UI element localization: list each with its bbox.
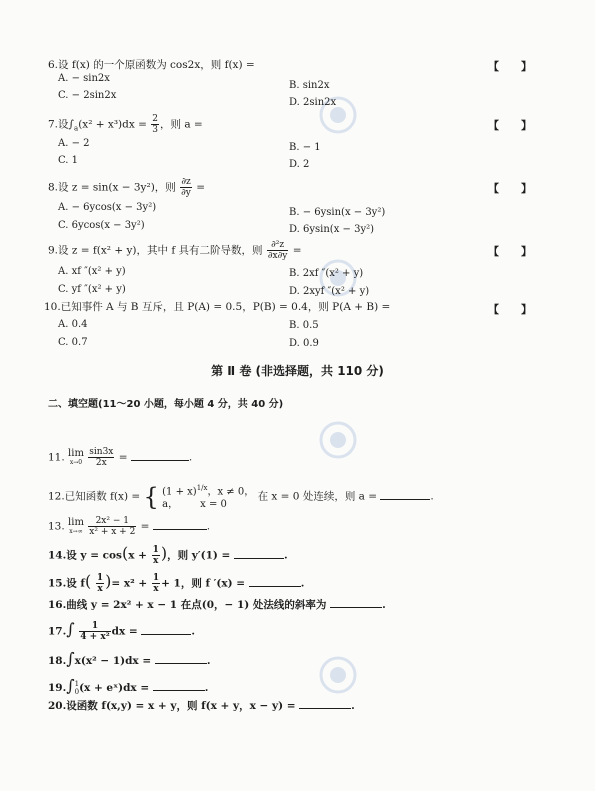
answer-blank[interactable] — [131, 450, 189, 461]
question-stem-end: + 1，则 f ′(x) = — [161, 577, 246, 590]
option-d[interactable]: D. 6ysin(x − 3y²) — [289, 224, 374, 235]
question-number: 8. — [48, 181, 59, 194]
question-17: 17.∫ $\frac{1}{\text{4 + x²}}$ dx = . — [48, 619, 196, 642]
fraction: $\frac{1}{\text{4 + x²}}$ — [80, 621, 110, 642]
option-d[interactable]: D. 2 — [289, 159, 310, 170]
limit: lim x→0 — [68, 447, 84, 466]
question-18: 18.∫x(x² − 1)dx = . — [48, 649, 211, 668]
watermark-seal-icon — [318, 655, 358, 695]
limit: lim x→∞ — [68, 516, 84, 535]
piecewise-cases: $(1 + x)^{1/x}$，x ≠ 0， a， x = 0 — [162, 484, 255, 511]
answer-blank[interactable] — [155, 653, 207, 664]
question-13: 13. lim x→∞ $\frac{\text{2x² − 1}}{\text{x² + x + 2}}$ = . — [48, 516, 211, 537]
question-9: 9.设 z = f(x² + y)，其中 f 具有二阶导数，则 $\frac{\text{∂²z}}{\partial x\partial y}$ = — [48, 240, 302, 261]
partial-derivative-fraction: $\frac{\partial z}{\partial y}$ — [181, 177, 191, 198]
question-12: 12.已知函数 f(x) = { $(1 + x)^{1/x}$，x ≠ 0， a， x = 0 在 x = 0 处连续，则 a = . — [48, 482, 434, 511]
question-number: 12. — [48, 490, 65, 503]
option-a[interactable]: A. − sin2x — [58, 73, 110, 84]
question-10 — [44, 300, 390, 314]
option-d[interactable]: D. 2sin2x — [289, 97, 337, 108]
option-b[interactable]: B. sin2x — [289, 80, 330, 91]
answer-blank[interactable] — [234, 548, 284, 559]
question-stem-end: ，则 a = — [160, 118, 203, 131]
question-stem: 已知函数 f(x) = — [64, 490, 141, 503]
question-7 — [48, 114, 203, 136]
answer-blank[interactable] — [153, 519, 207, 530]
fill-in-heading: 二、填空题(11～20 小题，每小题 4 分，共 40 分) — [48, 399, 284, 410]
fraction: $\frac{1}{x}$ — [96, 573, 104, 594]
question-stem: (x + eˣ)dx = — [79, 682, 150, 694]
question-number: 19. — [48, 682, 67, 694]
answer-blank[interactable] — [249, 576, 301, 587]
answer-bracket[interactable]: 【 】 — [488, 60, 532, 73]
question-14: 14.设 y = cos(x + $\frac{1}{x}$ )，则 y′(1) = . — [48, 543, 288, 566]
answer-bracket[interactable]: 【 】 — [488, 245, 532, 258]
fraction: $\frac{1}{x}$ — [152, 573, 160, 594]
option-c[interactable]: C. yf ″(x² + y) — [58, 284, 126, 295]
option-a[interactable]: A. − 6ycos(x − 3y²) — [58, 202, 157, 213]
answer-blank[interactable] — [330, 597, 382, 608]
option-b[interactable]: B. 0.5 — [289, 320, 319, 331]
question-stem: (x² + x³)dx = — [78, 118, 147, 131]
integral-sign: ∫ — [66, 676, 75, 695]
question-number: 11. — [48, 451, 65, 464]
fraction: $\frac{\sin 3x}{2x}$ — [89, 447, 114, 468]
answer-bracket[interactable]: 【 】 — [488, 119, 532, 132]
question-stem: 设 z = f(x² + y)，其中 f 具有二阶导数，则 — [58, 244, 263, 257]
question-stem: 设函数 f(x,y) = x + y，则 f(x + y，x − y) = — [66, 700, 296, 712]
fraction: $\frac{\text{2x² − 1}}{\text{x² + x + 2}}$ — [89, 516, 136, 537]
answer-blank[interactable] — [299, 698, 351, 709]
option-c[interactable]: C. − 2sin2x — [58, 90, 117, 101]
answer-blank[interactable] — [141, 624, 191, 635]
option-b[interactable]: B. − 6ysin(x − 3y²) — [289, 207, 386, 218]
question-number: 7. — [48, 118, 59, 131]
question-number: 14. — [48, 549, 67, 562]
option-b[interactable]: B. − 1 — [289, 142, 321, 153]
answer-blank[interactable] — [380, 489, 430, 500]
integral-limits: 1 0 — [74, 680, 80, 696]
question-number: 20. — [48, 700, 67, 712]
question-16: 16.曲线 y = 2x² + x − 1 在点(0，− 1) 处法线的斜率为 . — [48, 599, 386, 611]
question-8: 8.设 z = sin(x − 3y²)，则 $\frac{\partial z}{\partial y}$ = — [48, 177, 206, 198]
question-number: 18. — [48, 655, 67, 667]
question-number: 10. — [44, 301, 61, 313]
question-number: 13. — [48, 520, 65, 533]
question-number: 6. — [48, 59, 59, 71]
option-a[interactable]: A. − 2 — [58, 138, 90, 149]
fraction: $\frac{1}{x}$ — [152, 545, 159, 566]
question-number: 15. — [48, 577, 67, 590]
option-d[interactable]: D. 0.9 — [289, 338, 319, 349]
option-c[interactable]: C. 0.7 — [58, 337, 88, 348]
integral-sign: ∫ — [66, 649, 75, 668]
question-number: 16. — [48, 599, 67, 611]
option-a[interactable]: A. xf ″(x² + y) — [58, 266, 126, 277]
question-stem: 设 f(x) 的一个原函数为 cos2x，则 f(x) = — [58, 59, 255, 71]
question-6 — [48, 58, 255, 72]
option-c[interactable]: C. 1 — [58, 155, 79, 166]
option-d[interactable]: D. 2xyf ″(x² + y) — [289, 286, 370, 297]
question-stem: x(x² − 1)dx = — [74, 655, 152, 667]
question-20: 20.设函数 f(x,y) = x + y，则 f(x + y，x − y) = . — [48, 700, 355, 712]
question-stem: 已知事件 A 与 B 互斥，且 P(A) = 0.5，P(B) = 0.4，则 P(A + B) = — [60, 301, 391, 313]
answer-blank[interactable] — [153, 680, 205, 691]
piecewise-brace: { — [143, 482, 159, 511]
integral-sign: ∫ — [66, 619, 75, 639]
question-stem: 曲线 y = 2x² + x − 1 在点(0，− 1) 处法线的斜率为 — [66, 599, 327, 611]
question-19: 19.∫ 1 0 (x + eˣ)dx = . — [48, 676, 209, 696]
question-15: 15.设 f( $\frac{1}{x}$ )= x² + $\frac{1}{x}$ + 1，则 f ′(x) = . — [48, 571, 305, 594]
partial-derivative-fraction: $\frac{\text{∂²z}}{\partial x\partial y}$ — [267, 240, 288, 261]
question-stem: 设 f — [66, 577, 85, 590]
question-stem: 设 y = cos — [66, 549, 122, 562]
question-11: 11. lim x→0 $\frac{\sin 3x}{2x}$ = . — [48, 447, 193, 468]
answer-bracket[interactable]: 【 】 — [488, 182, 532, 195]
question-number: 17. — [48, 625, 67, 638]
fraction: $\frac{2}{3}$ — [152, 114, 158, 135]
section-title: 第 Ⅱ 卷 (非选择题，共 110 分) — [211, 364, 384, 378]
answer-bracket[interactable]: 【 】 — [488, 303, 532, 316]
integral-sign: 设∫ — [58, 118, 75, 131]
question-stem-end: ，则 y′(1) = — [167, 549, 231, 562]
option-b[interactable]: B. 2xf ″(x² + y) — [289, 268, 364, 279]
option-a[interactable]: A. 0.4 — [58, 319, 88, 330]
watermark-seal-icon — [318, 420, 358, 460]
question-stem-end: 在 x = 0 处连续，则 a = — [257, 490, 378, 503]
integral-lower-limit: a — [74, 124, 79, 133]
option-c[interactable]: C. 6ycos(x − 3y²) — [58, 220, 145, 231]
question-stem: 设 z = sin(x − 3y²)，则 — [58, 181, 176, 194]
question-number: 9. — [48, 244, 59, 257]
